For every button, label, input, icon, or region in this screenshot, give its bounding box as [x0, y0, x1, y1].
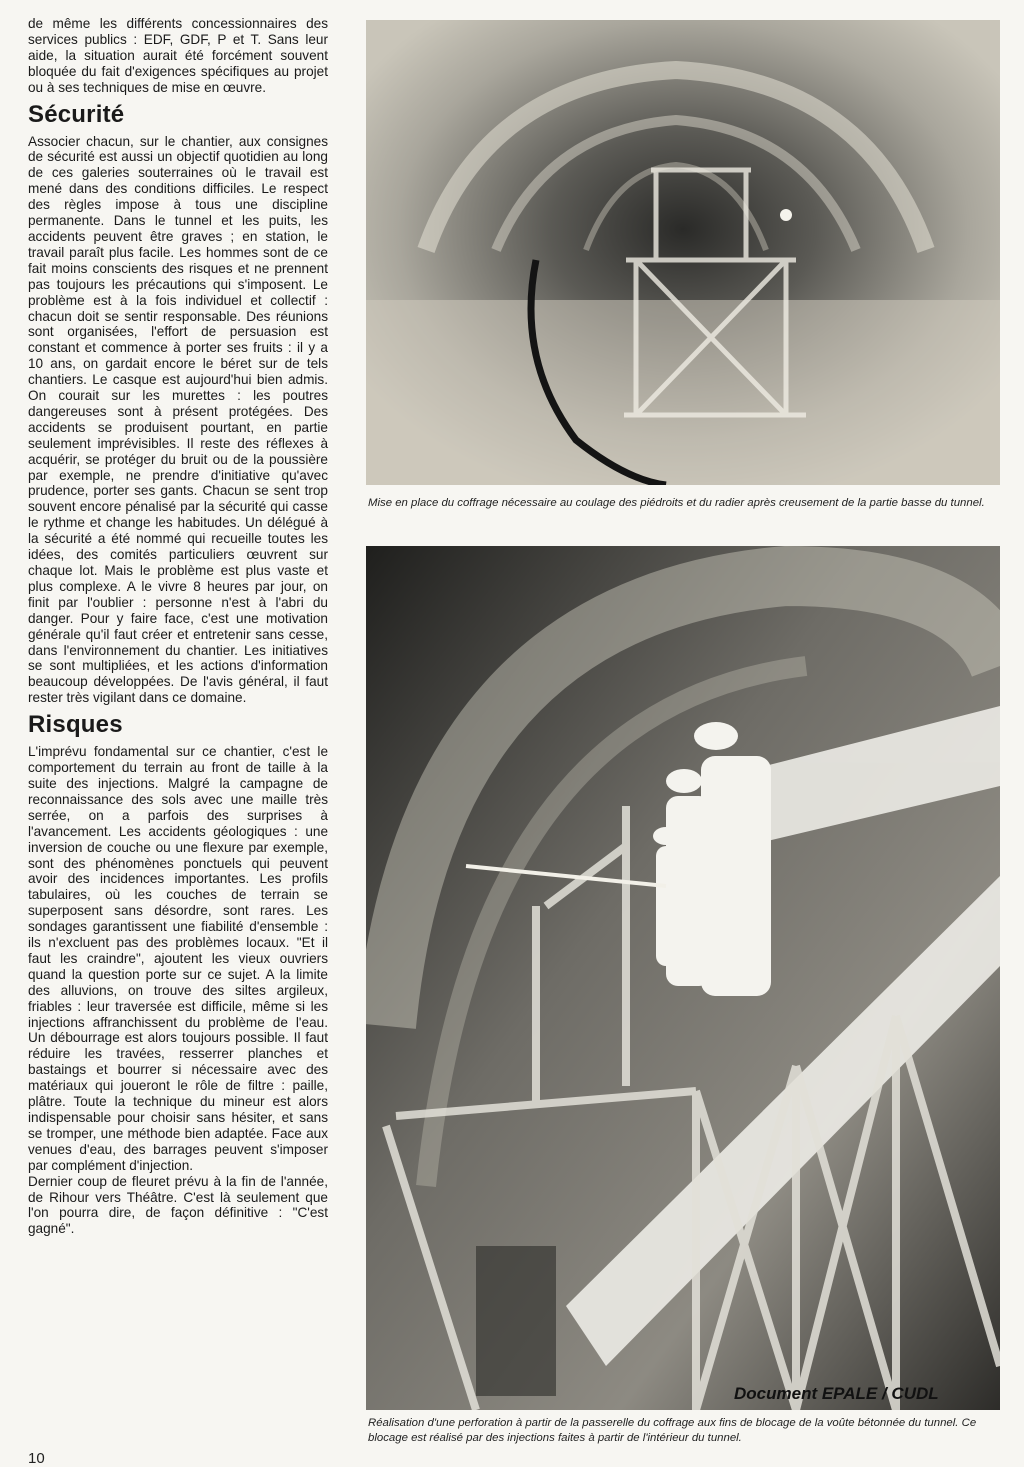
text-column [28, 16, 328, 1237]
drilling-gantry-image [366, 546, 1000, 1410]
tunnel-formwork-photo [366, 20, 1000, 485]
drilling-gantry-photo [366, 546, 1000, 1410]
heading-securite: Sécurité [28, 100, 125, 128]
intro-paragraph: de même les différents concessionnaires des services publics : EDF, GDF, P et T. Sans leur aide, la situation aurait été forcément souvent bloquée du fait d'exigences spécifiques au projet ou à ses techniques de mise en œuvre. [28, 16, 328, 95]
photo-1-caption: Mise en place du coffrage nécessaire au coulage des piédroits et du radier après creusement de la partie basse du tunnel. [368, 497, 985, 509]
photo-2-caption: Réalisation d'une perforation à partir de la passerelle du coffrage aux fins de blocage de la voûte bétonnée du tunnel. Ce blocage est réalisé par des injections faites à partir de l'intérieur du tunnel. [368, 1417, 977, 1444]
closing-paragraph: Dernier coup de fleuret prévu à la fin de l'année, de Rihour vers Théâtre. C'est là seulement que l'on pourra dire, de façon définitive : "C'est gagné". [28, 1173, 328, 1237]
page-number: 10 [28, 1450, 45, 1467]
tunnel-formwork-image [366, 20, 1000, 485]
heading-risques: Risques [28, 711, 123, 739]
risques-paragraph: L'imprévu fondamental sur ce chantier, c'est le comportement du terrain au front de taille à la suite des injections. Malgré la campagne de reconnaissance des sols avec une maille très serrée, on a parfois des surprises à l'avancement. Les accidents géologiques : une inversion de couche ou une flexure par exemple, sont des phénomènes ponctuels qui peuvent avoir des incidences importantes. Les profils tabulaires, où les couches de terrain se superposent sans désordre, sont rares. Les sondages garantissent une fiabilité d'ensemble : ils n'excluent pas des problèmes locaux. "Et il faut les craindre", ajoutent les vieux ouvriers quand la question porte sur ce sujet. A la limite des alluvions, on trouve des siltes argileux, friables : leur traversée est difficile, même si les injections affranchissent du problème de l'eau. Un débourrage est alors toujours possible. Il faut réduire les travées, resserrer planches et bastaings et bourrer si nécessaire avec des matériaux qui joueront le rôle de filtre : paille, plâtre. Toute la technique du mineur est alors indispensable pour choisir sans hésiter, et sans se tromper, une méthode bien adaptée. Face aux venues d'eau, des barrages peuvent s'imposer par complément d'injection. [28, 744, 328, 1173]
photo-credit: Document EPALE / CUDL [734, 1384, 939, 1403]
securite-paragraph: Associer chacun, sur le chantier, aux consignes de sécurité est aussi un objectif quotidien au long de ces galeries souterraines où le travail est mené dans des conditions difficiles. Le respect des règles impose à tous une discipline permanente. Dans le tunnel et les puits, les accidents peuvent être graves ; en station, le travail paraît plus facile. Les hommes sont de ce fait moins conscients des risques et ne prennent pas toujours les précautions qui s'imposent. Le problème est à la fois individuel et collectif : chacun doit se sentir responsable. Des réunions sont organisées, l'effort de persuasion est constant et commence à porter ses fruits : il y a 10 ans, on gardait encore le béret sur de tels chantiers. Le casque est aujourd'hui bien admis. On courait sur les murettes : les poutres dangereuses sont à présent protégées. Des accidents se produisent pourtant, en partie seulement imprévisibles. Il reste des réflexes à acquérir, se protéger du bruit ou de la poussière par exemple, ne prendre d'initiative qu'avec prudence, porter ses gants. Chacun se sent trop souvent encore pénalisé par la sécurité qui casse le rythme et change les habitudes. Un délégué à la sécurité a été nommé qui recueille toutes les idées, des comités particuliers œuvrent sur chaque lot. Mais le problème est plus vaste et plus complexe. A le vivre 8 heures par jour, on finit par l'oublier : personne n'est à l'abri du danger. Pour y faire face, c'est une motivation générale qu'il faut créer et entretenir sans cesse, dans l'environnement du chantier. Les initiatives se sont multipliées, et les actions d'information beaucoup développées. De l'avis général, il faut rester très vigilant dans ce domaine. [28, 133, 328, 706]
